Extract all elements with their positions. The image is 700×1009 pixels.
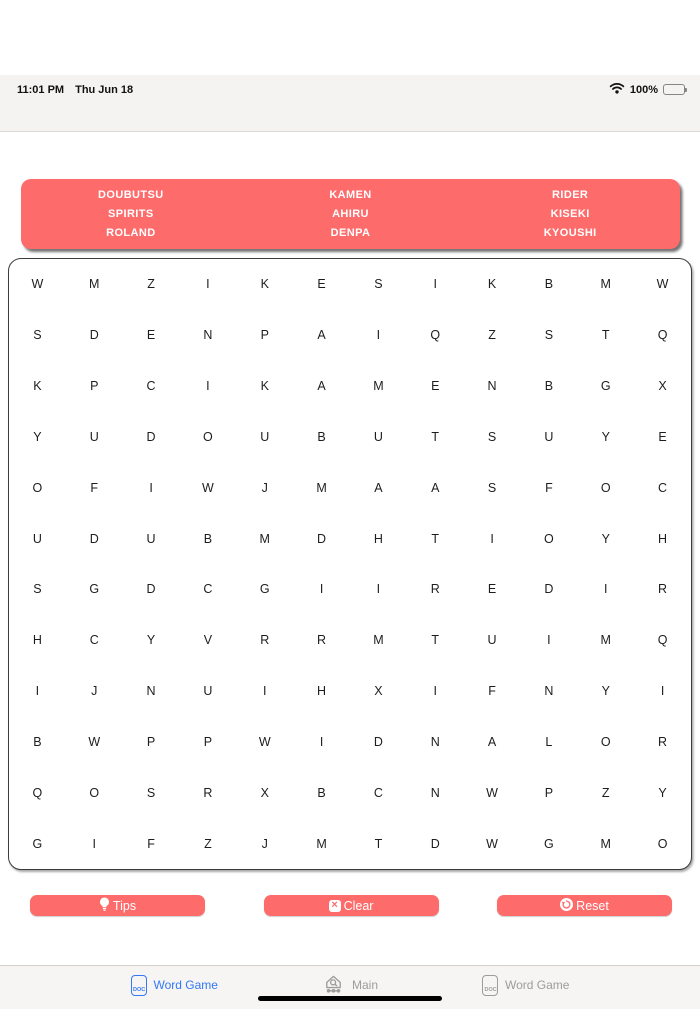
grid-cell[interactable]: O: [32, 480, 43, 495]
grid-cell[interactable]: A: [431, 480, 440, 495]
grid-cell[interactable]: Z: [147, 277, 155, 292]
grid-cell[interactable]: I: [547, 633, 551, 648]
grid-cell[interactable]: L: [545, 734, 553, 749]
grid-cell[interactable]: Z: [488, 328, 496, 343]
battery-percent: 100%: [629, 83, 658, 96]
word-item: KISEKI: [550, 208, 590, 220]
grid-cell[interactable]: B: [544, 277, 554, 292]
word-item: DOUBUTSU: [98, 189, 164, 201]
grid-cell[interactable]: F: [488, 684, 496, 699]
home-indicator[interactable]: [258, 996, 442, 1001]
grid-cell[interactable]: P: [260, 328, 269, 343]
tab-main[interactable]: [322, 972, 378, 998]
grid-cell[interactable]: S: [33, 328, 42, 343]
grid-cell[interactable]: U: [544, 429, 554, 444]
grid-cell[interactable]: I: [263, 684, 267, 699]
grid-cell[interactable]: Y: [601, 531, 610, 546]
grid-cell[interactable]: G: [544, 836, 554, 851]
word-item: ROLAND: [106, 227, 156, 239]
grid-cell[interactable]: H: [32, 633, 42, 648]
grid-cell[interactable]: U: [373, 429, 383, 444]
grid-cell[interactable]: J: [91, 684, 98, 699]
grid-cell[interactable]: C: [658, 480, 668, 495]
grid-cell[interactable]: R: [658, 734, 668, 749]
grid-cell[interactable]: F: [90, 480, 99, 495]
grid-cell[interactable]: F: [545, 480, 553, 495]
grid-cell[interactable]: Y: [33, 429, 42, 444]
grid-cell[interactable]: N: [146, 684, 156, 699]
reset-button[interactable]: [497, 895, 672, 916]
grid-cell[interactable]: Y: [658, 785, 667, 800]
grid-cell[interactable]: I: [376, 328, 381, 343]
grid-cell[interactable]: J: [261, 480, 268, 495]
grid-cell[interactable]: O: [600, 480, 611, 495]
grid-cell[interactable]: I: [319, 582, 324, 597]
grid-cell[interactable]: D: [89, 328, 99, 343]
wifi-icon: [609, 82, 625, 97]
grid-cell[interactable]: E: [487, 582, 497, 597]
grid-cell[interactable]: I: [376, 582, 381, 597]
grid-cell[interactable]: U: [89, 429, 99, 444]
tab-bar: [0, 965, 700, 1009]
grid-cell[interactable]: M: [316, 836, 327, 851]
grid-cell[interactable]: D: [89, 531, 99, 546]
grid-cell[interactable]: M: [600, 836, 611, 851]
word-item: KAMEN: [329, 189, 372, 201]
tab-label: Word Game: [153, 978, 218, 992]
grid-cell[interactable]: S: [374, 277, 383, 292]
grid-cell[interactable]: B: [33, 734, 42, 749]
grid-cell[interactable]: B: [203, 531, 213, 546]
grid-cell[interactable]: R: [317, 633, 327, 648]
grid-cell[interactable]: Q: [657, 328, 668, 343]
grid-cell[interactable]: I: [433, 277, 437, 292]
grid-cell[interactable]: C: [89, 633, 99, 648]
grid-cell[interactable]: U: [260, 429, 270, 444]
grid-cell[interactable]: D: [146, 582, 156, 597]
tab-word-game-1[interactable]: [131, 975, 218, 996]
word-item: DENPA: [330, 227, 371, 239]
grid-cell[interactable]: C: [373, 785, 383, 800]
grid-cell[interactable]: E: [317, 277, 326, 292]
grid-cell[interactable]: S: [146, 785, 156, 800]
doc-icon: DOC: [131, 975, 147, 996]
grid-cell[interactable]: D: [430, 836, 440, 851]
header-band: [0, 75, 700, 132]
clear-button-label: Clear: [343, 898, 374, 913]
grid-cell[interactable]: S: [487, 429, 497, 444]
tips-button-label: Tips: [112, 898, 137, 913]
grid-cell[interactable]: G: [89, 582, 100, 597]
tab-word-game-2[interactable]: [482, 975, 569, 996]
grid-cell[interactable]: F: [147, 836, 155, 851]
grid-cell[interactable]: Q: [657, 633, 668, 648]
grid-cell[interactable]: I: [433, 684, 437, 699]
grid-cell[interactable]: K: [33, 379, 42, 394]
grid-cell[interactable]: A: [317, 379, 326, 394]
grid-cell[interactable]: T: [431, 531, 440, 546]
grid-cell[interactable]: X: [260, 785, 269, 800]
grid-cell[interactable]: M: [600, 633, 611, 648]
grid-cell[interactable]: X: [658, 379, 667, 394]
grid-cell[interactable]: P: [146, 734, 156, 749]
grid-cell[interactable]: C: [146, 379, 156, 394]
grid-cell[interactable]: D: [373, 734, 383, 749]
grid-cell[interactable]: J: [261, 836, 268, 851]
grid-cell[interactable]: Z: [601, 785, 610, 800]
grid-cell[interactable]: D: [544, 582, 554, 597]
grid-cell[interactable]: I: [660, 684, 665, 699]
status-date: Thu Jun 18: [75, 83, 134, 96]
grid-cell[interactable]: U: [146, 531, 156, 546]
grid-cell[interactable]: T: [431, 429, 440, 444]
grid-cell[interactable]: M: [259, 531, 270, 546]
grid-cell[interactable]: I: [92, 836, 96, 851]
grid-cell[interactable]: K: [260, 379, 269, 394]
tab-label: Word Game: [505, 978, 570, 992]
word-item: AHIRU: [332, 208, 369, 220]
grid-cell[interactable]: I: [206, 379, 210, 394]
status-bar: [0, 75, 700, 99]
grid-cell[interactable]: I: [206, 277, 210, 292]
grid-cell[interactable]: W: [258, 734, 271, 749]
grid-cell[interactable]: S: [33, 582, 42, 597]
grid-cell[interactable]: D: [146, 429, 156, 444]
grid-cell[interactable]: Y: [601, 429, 610, 444]
grid-cell[interactable]: G: [600, 379, 611, 394]
grid-cell[interactable]: W: [656, 277, 669, 292]
grid-cell[interactable]: S: [544, 328, 554, 343]
word-item: RIDER: [552, 189, 589, 201]
grid-cell[interactable]: K: [487, 277, 497, 292]
grid-cell[interactable]: A: [317, 328, 326, 343]
grid-cell[interactable]: W: [486, 836, 498, 851]
grid-cell[interactable]: M: [373, 379, 384, 394]
grid-cell[interactable]: M: [89, 277, 100, 292]
grid-cell[interactable]: N: [430, 734, 440, 749]
clear-square-icon: ×: [329, 900, 341, 912]
grid-cell[interactable]: O: [544, 531, 554, 546]
grid-cell[interactable]: N: [544, 684, 554, 699]
grid-cell[interactable]: U: [487, 633, 497, 648]
grid-cell[interactable]: N: [203, 328, 213, 343]
grid-cell[interactable]: Q: [430, 328, 441, 343]
grid-cell[interactable]: W: [88, 734, 101, 749]
grid-cell[interactable]: I: [604, 582, 608, 597]
grid-cell[interactable]: O: [600, 734, 611, 749]
grid-cell[interactable]: Y: [146, 633, 156, 648]
status-time: 11:01 PM: [17, 83, 65, 96]
grid-cell[interactable]: O: [203, 429, 213, 444]
grid-cell[interactable]: U: [203, 684, 213, 699]
grid-cell[interactable]: M: [373, 633, 384, 648]
grid-cell[interactable]: R: [430, 582, 440, 597]
grid-cell[interactable]: P: [544, 785, 554, 800]
grid-cell[interactable]: G: [259, 582, 270, 597]
grid-cell[interactable]: R: [203, 785, 213, 800]
grid-cell[interactable]: M: [316, 480, 327, 495]
grid-cell[interactable]: N: [487, 379, 497, 394]
clear-button[interactable]: [264, 895, 439, 916]
grid-cell[interactable]: Z: [204, 836, 212, 851]
grid-cell[interactable]: I: [490, 531, 494, 546]
grid-cell[interactable]: E: [146, 328, 156, 343]
grid-cell[interactable]: C: [203, 582, 213, 597]
reset-button-label: Reset: [576, 898, 609, 913]
grid-cell[interactable]: A: [374, 480, 383, 495]
lightbulb-icon: [99, 897, 110, 914]
grid-cell[interactable]: P: [203, 734, 213, 749]
grid-cell[interactable]: B: [317, 785, 326, 800]
grid-cell[interactable]: W: [486, 785, 498, 800]
grid-cell[interactable]: A: [487, 734, 497, 749]
word-item: SPIRITS: [108, 208, 154, 220]
doc-icon: DOC: [482, 975, 498, 996]
grid-cell[interactable]: T: [601, 328, 610, 343]
grid-cell[interactable]: T: [431, 633, 440, 648]
word-list: [21, 179, 680, 249]
grid-cell[interactable]: Q: [32, 785, 43, 800]
grid-cell[interactable]: O: [89, 785, 100, 800]
grid-cell[interactable]: E: [431, 379, 440, 394]
tab-label: Main: [351, 978, 378, 992]
grid-cell[interactable]: X: [374, 684, 383, 699]
grid-cell[interactable]: I: [35, 684, 40, 699]
grid-cell[interactable]: H: [317, 684, 327, 699]
grid-cell[interactable]: B: [317, 429, 326, 444]
grid-cell[interactable]: S: [487, 480, 497, 495]
home-search-icon: [322, 972, 345, 998]
grid-cell[interactable]: R: [658, 582, 668, 597]
grid-cell[interactable]: E: [658, 429, 667, 444]
button-row: [0, 895, 700, 917]
grid-cell[interactable]: I: [149, 480, 153, 495]
grid-cell[interactable]: T: [374, 836, 383, 851]
battery-icon: [663, 84, 685, 95]
reset-circle-icon: [560, 898, 573, 914]
grid-cell[interactable]: W: [31, 277, 44, 292]
tips-button[interactable]: [30, 895, 205, 916]
grid-cell[interactable]: U: [32, 531, 42, 546]
word-item: KYOUSHI: [543, 227, 597, 239]
grid-cell[interactable]: B: [544, 379, 554, 394]
grid-cell[interactable]: Y: [601, 684, 610, 699]
grid-cell[interactable]: R: [260, 633, 270, 648]
grid-cell[interactable]: D: [317, 531, 327, 546]
grid-cell[interactable]: O: [657, 836, 668, 851]
grid-cell[interactable]: H: [658, 531, 668, 546]
grid-cell[interactable]: G: [32, 836, 43, 851]
grid-cell[interactable]: N: [430, 785, 440, 800]
grid-cell[interactable]: V: [203, 633, 213, 648]
letter-grid: [8, 258, 692, 870]
grid-cell[interactable]: P: [90, 379, 99, 394]
grid-cell[interactable]: K: [260, 277, 269, 292]
grid-cell[interactable]: M: [600, 277, 611, 292]
grid-cell[interactable]: W: [202, 480, 214, 495]
grid-cell[interactable]: I: [319, 734, 324, 749]
grid-cell[interactable]: H: [373, 531, 383, 546]
